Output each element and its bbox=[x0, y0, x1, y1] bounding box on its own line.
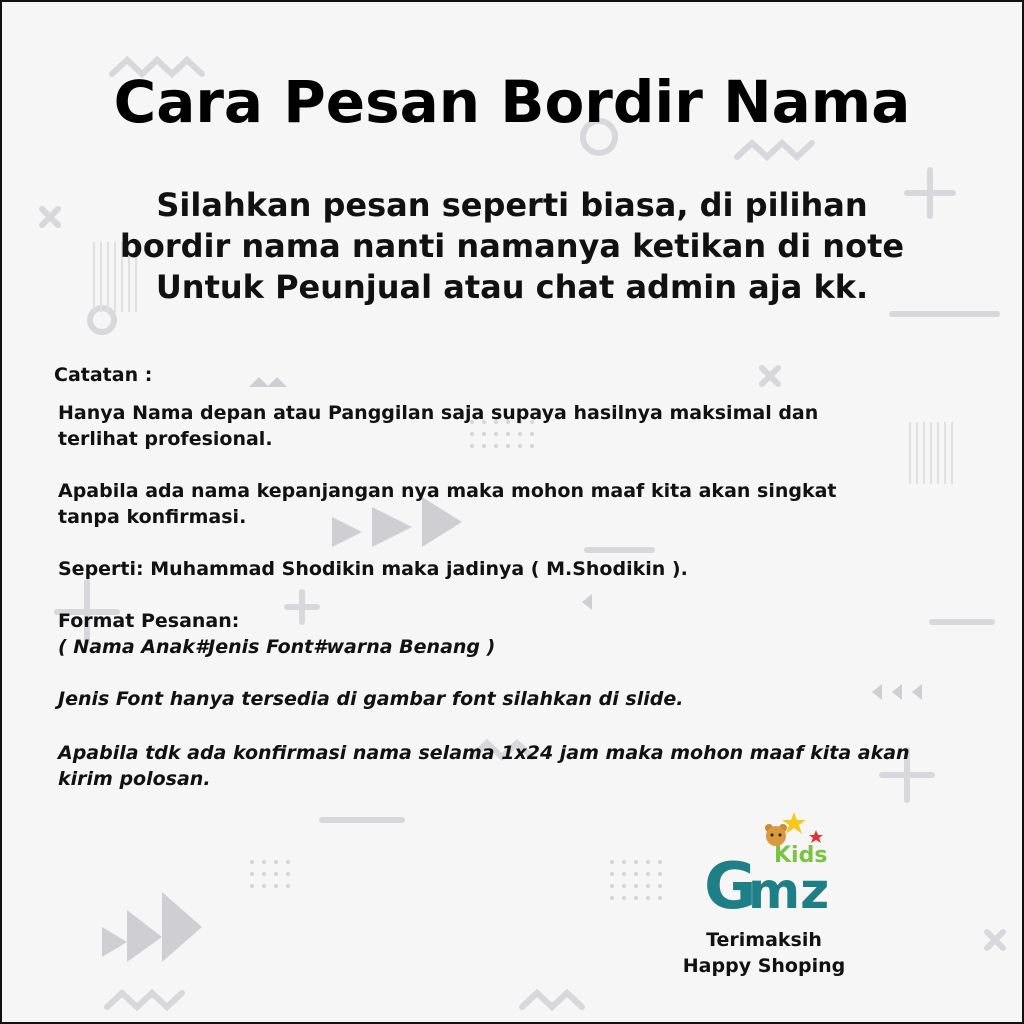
logo-mz-text: mz bbox=[748, 862, 830, 914]
format-label: Format Pesanan: bbox=[58, 610, 240, 632]
fonts-note: Jenis Font hanya tersedia di gambar font silahkan di slide. bbox=[58, 688, 684, 710]
confirm-note: kirim polosan. bbox=[58, 768, 211, 790]
note-text: terlihat profesional. bbox=[58, 428, 273, 450]
intro-line: Silahkan pesan seperti biasa, di pilihan bbox=[156, 186, 868, 224]
logo-kids-text: Kids bbox=[774, 843, 828, 868]
logo-g-text: G bbox=[704, 850, 757, 914]
footer-message bbox=[660, 927, 868, 979]
confirm-note: Apabila tdk ada konfirmasi nama selama 1x24 jam maka mohon maaf kita akan bbox=[58, 742, 910, 764]
page-title: Cara Pesan Bordir Nama bbox=[113, 68, 911, 136]
note-text: tanpa konfirmasi. bbox=[58, 506, 247, 528]
notes-label: Catatan : bbox=[54, 364, 153, 386]
note-text: Hanya Nama depan atau Panggilan saja supaya hasilnya maksimal dan bbox=[58, 402, 819, 424]
star-icon bbox=[809, 830, 823, 843]
notes-list bbox=[58, 400, 958, 792]
intro-line: Untuk Peunjual atau chat admin aja kk. bbox=[155, 268, 869, 306]
intro-line: bordir nama nanti namanya ketikan di note bbox=[119, 227, 905, 265]
gmz-kids-logo bbox=[702, 810, 834, 914]
note-example: Seperti: Muhammad Shodikin maka jadinya ( M.Shodikin ). bbox=[58, 558, 688, 580]
thanks-line: Terimaksih bbox=[706, 929, 822, 951]
format-value: ( Nama Anak#Jenis Font#warna Benang ) bbox=[58, 636, 496, 658]
intro-text bbox=[72, 185, 952, 308]
thanks-line: Happy Shoping bbox=[682, 955, 846, 977]
note-text: Apabila ada nama kepanjangan nya maka mohon maaf kita akan singkat bbox=[58, 480, 837, 502]
